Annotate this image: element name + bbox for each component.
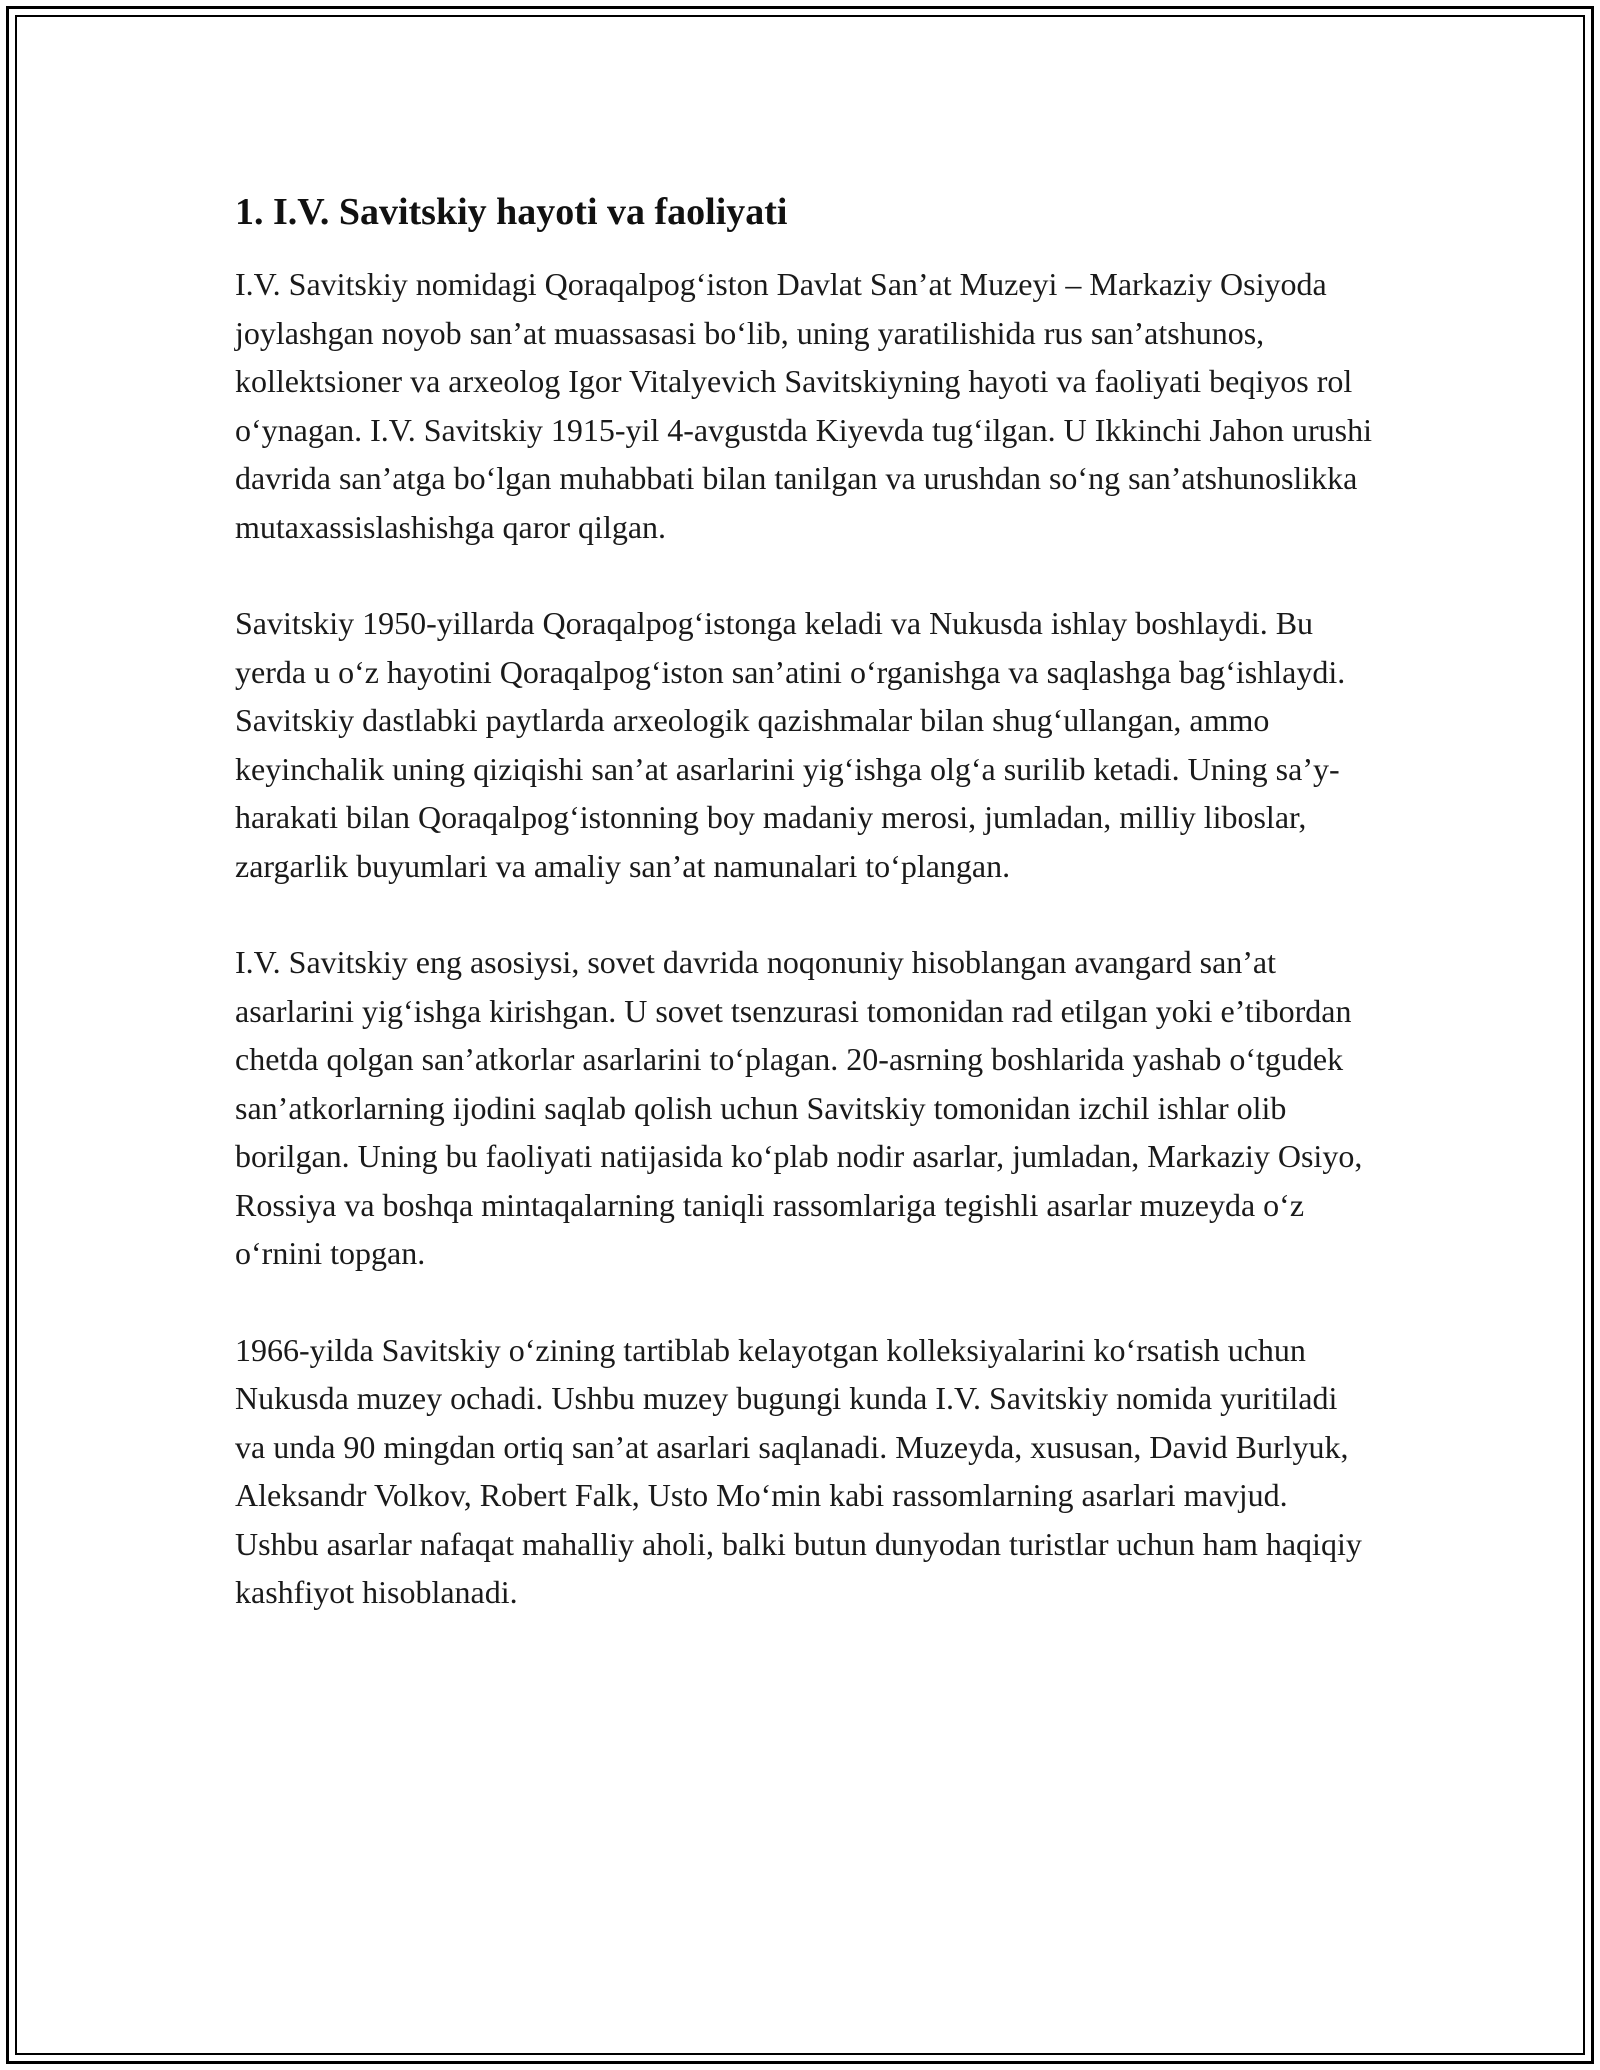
paragraph-3: I.V. Savitskiy eng asosiysi, sovet davrida noqonuniy hisoblangan avangard san’at asarlarini yig‘ishga kirishgan. U sovet tsenzurasi tomonidan rad etilgan yoki e’tibordan chetda qolgan san’atkorlar asarlarini to‘plagan. 20-asrning boshlarida yashab o‘tgudek san’atkorlarning ijodini saqlab qolish uchun Savitskiy tomonidan izchil ishlar olib borilgan. Uning bu faoliyati natijasida ko‘plab nodir asarlar, jumladan, Markaziy Osiyo, Rossiya va boshqa mintaqalarning taniqli rassomlariga tegishli asarlar muzeyda o‘z o‘rnini topgan. bbox=[235, 944, 1363, 1271]
paragraph-1: I.V. Savitskiy nomidagi Qoraqalpog‘iston Davlat San’at Muzeyi – Markaziy Osiyoda joylashgan noyob san’at muassasasi bo‘lib, uning yaratilishida rus san’atshunos, kollektsioner va arxeolog Igor Vitalyevich Savitskiyning hayoti va faoliyati beqiyos rol o‘ynagan. I.V. Savitskiy 1915-yil 4-avgustda Kiyevda tug‘ilgan. U Ikkinchi Jahon urushi davrida san’atga bo‘lgan muhabbati bilan tanilgan va urushdan so‘ng san’atshunoslikka mutaxassislashishga qaror qilgan. bbox=[235, 266, 1373, 545]
paragraph-4: 1966-yilda Savitskiy o‘zining tartiblab kelayotgan kolleksiyalarini ko‘rsatish uchun Nukusda muzey ochadi. Ushbu muzey bugungi kunda I.V. Savitskiy nomida yuritiladi va unda 90 mingdan ortiq san’at asarlari saqlanadi. Muzeyda, xususan, David Burlyuk, Aleksandr Volkov, Robert Falk, Usto Mo‘min kabi rassomlarning asarlari mavjud. Ushbu asarlar nafaqat mahalliy aholi, balki butun dunyodan turistlar uchun ham haqiqiy kashfiyot hisoblanadi. bbox=[235, 1331, 1362, 1610]
section-heading: 1. I.V. Savitskiy hayoti va faoliyati bbox=[235, 191, 788, 233]
document-body bbox=[235, 188, 1375, 1665]
paragraph-2: Savitskiy 1950-yillarda Qoraqalpog‘istonga keladi va Nukusda ishlay boshlaydi. Bu yerda u o‘z hayotini Qoraqalpog‘iston san’atini o‘rganishga va saqlashga bag‘ishlaydi. Savitskiy dastlabki paytlarda arxeologik qazishmalar bilan shug‘ullangan, ammo keyinchalik uning qiziqishi san’at asarlarini yig‘ishga olg‘a surilib ketadi. Uning sa’y-harakati bilan Qoraqalpog‘istonning boy madaniy merosi, jumladan, milliy liboslar, zargarlik buyumlari va amaliy san’at namunalari to‘plangan. bbox=[235, 605, 1346, 884]
